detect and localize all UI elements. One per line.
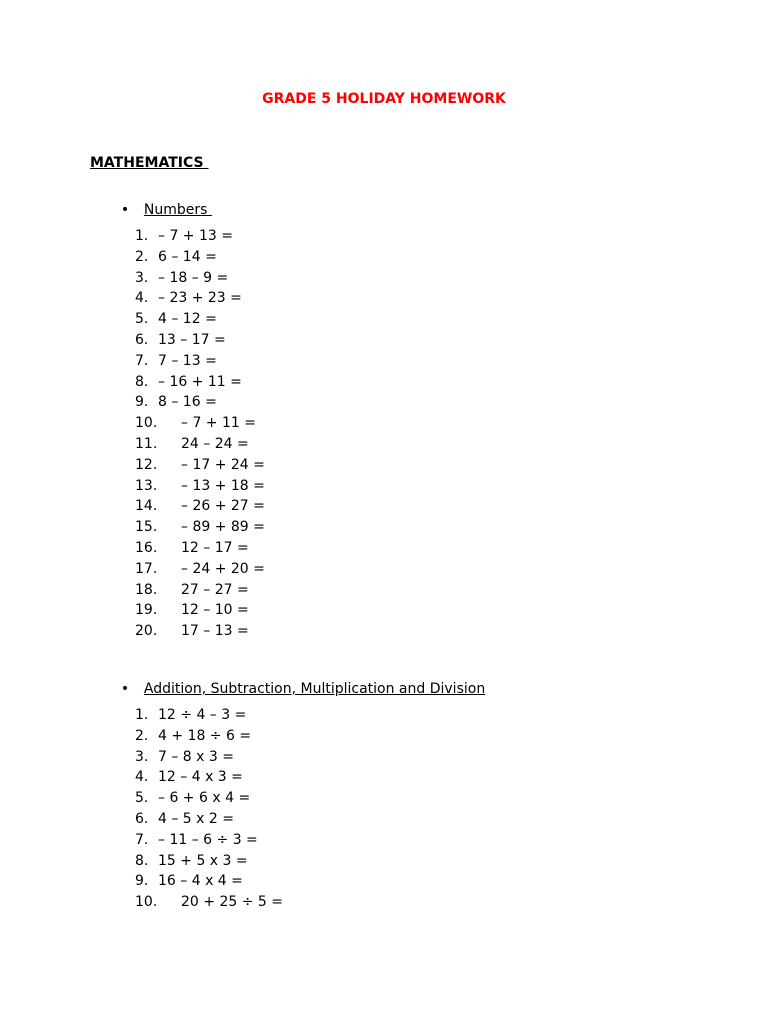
question-number: 11. — [135, 435, 158, 452]
page-title: GRADE 5 HOLIDAY HOMEWORK — [262, 91, 506, 107]
question-expression: 7 – 8 x 3 = — [158, 748, 234, 765]
question-expression: – 6 + 6 x 4 = — [158, 790, 251, 807]
question-expression: – 7 + 11 = — [181, 415, 256, 432]
question-number: 18. — [135, 581, 158, 598]
question-expression: 12 – 10 = — [181, 602, 249, 619]
question-expression: 4 – 5 x 2 = — [158, 810, 234, 827]
question-number: 14. — [135, 498, 158, 515]
question-number: 9. — [135, 394, 149, 411]
question-number: 4. — [135, 769, 149, 786]
question-item — [135, 871, 283, 892]
question-expression: – 89 + 89 = — [181, 519, 265, 536]
question-item — [135, 268, 265, 289]
question-item — [135, 559, 265, 580]
question-number: 16. — [135, 539, 158, 556]
subsection-operations — [112, 665, 485, 697]
question-expression: 12 – 4 x 3 = — [158, 769, 243, 786]
question-number: 6. — [135, 810, 149, 827]
question-number: 17. — [135, 560, 158, 577]
question-item — [135, 455, 265, 476]
question-item — [135, 600, 265, 621]
question-expression: – 11 – 6 ÷ 3 = — [158, 831, 258, 848]
question-expression: 12 – 17 = — [181, 539, 249, 556]
question-expression: 4 + 18 ÷ 6 = — [158, 727, 252, 744]
question-item — [135, 309, 265, 330]
question-item — [135, 434, 265, 455]
question-number: 4. — [135, 290, 149, 307]
question-number: 1. — [135, 228, 149, 244]
question-expression: – 24 + 20 = — [181, 560, 265, 577]
question-item — [135, 517, 265, 538]
bullet-icon: • — [120, 202, 130, 218]
question-expression: – 13 + 18 = — [181, 477, 265, 494]
question-item — [135, 476, 265, 497]
question-item — [135, 809, 283, 830]
question-expression: 27 – 27 = — [181, 581, 249, 598]
question-number: 9. — [135, 873, 149, 890]
question-item — [135, 392, 265, 413]
question-expression: 24 – 24 = — [181, 435, 249, 452]
question-item — [135, 226, 265, 247]
question-item — [135, 767, 283, 788]
question-number: 8. — [135, 852, 149, 869]
question-item — [135, 351, 265, 372]
question-expression: 15 + 5 x 3 = — [158, 852, 248, 869]
question-item — [135, 851, 283, 872]
question-expression: 8 – 16 = — [158, 394, 217, 411]
subsection-numbers — [112, 186, 212, 218]
question-expression: 6 – 14 = — [158, 248, 217, 265]
question-number: 5. — [135, 790, 149, 807]
question-expression: – 26 + 27 = — [181, 498, 265, 515]
question-item — [135, 413, 265, 434]
question-expression: 7 – 13 = — [158, 352, 217, 369]
question-number: 20. — [135, 623, 158, 640]
question-expression: 4 – 12 = — [158, 311, 217, 328]
question-item — [135, 788, 283, 809]
question-item — [135, 247, 265, 268]
question-expression: 13 – 17 = — [158, 331, 226, 348]
bullet-icon: • — [120, 681, 130, 697]
question-item — [135, 538, 265, 559]
question-number: 7. — [135, 831, 149, 848]
question-expression: – 7 + 13 = — [158, 228, 233, 244]
question-number: 10. — [135, 415, 158, 432]
question-number: 1. — [135, 707, 149, 723]
question-item — [135, 747, 283, 768]
question-expression: – 16 + 11 = — [158, 373, 242, 390]
question-expression: – 18 – 9 = — [158, 269, 229, 286]
question-expression: – 23 + 23 = — [158, 290, 242, 307]
question-item — [135, 892, 283, 913]
question-item — [135, 372, 265, 393]
question-expression: 17 – 13 = — [181, 623, 249, 640]
question-number: 7. — [135, 352, 149, 369]
subsection-heading-numbers: Numbers — [143, 202, 212, 218]
question-item — [135, 330, 265, 351]
question-expression: 20 + 25 ÷ 5 = — [181, 894, 283, 911]
question-number: 13. — [135, 477, 158, 494]
question-number: 10. — [135, 894, 158, 911]
question-number: 2. — [135, 727, 149, 744]
subsection-heading-operations: Addition, Subtraction, Multiplication and Division — [143, 681, 486, 697]
question-expression: 16 – 4 x 4 = — [158, 873, 243, 890]
question-number: 12. — [135, 456, 158, 473]
operations-question-list — [135, 705, 283, 913]
question-number: 3. — [135, 748, 149, 765]
question-item — [135, 288, 265, 309]
question-item — [135, 726, 283, 747]
question-number: 6. — [135, 331, 149, 348]
question-number: 15. — [135, 519, 158, 536]
question-number: 8. — [135, 373, 149, 390]
question-number: 5. — [135, 311, 149, 328]
question-expression: 12 ÷ 4 – 3 = — [158, 707, 247, 723]
question-number: 19. — [135, 602, 158, 619]
question-item — [135, 496, 265, 517]
section-heading-mathematics: MATHEMATICS — [90, 155, 209, 171]
question-item — [135, 580, 265, 601]
numbers-question-list — [135, 226, 265, 642]
question-expression: – 17 + 24 = — [181, 456, 265, 473]
question-number: 2. — [135, 248, 149, 265]
question-item — [135, 705, 283, 726]
question-item — [135, 621, 265, 642]
question-number: 3. — [135, 269, 149, 286]
question-item — [135, 830, 283, 851]
